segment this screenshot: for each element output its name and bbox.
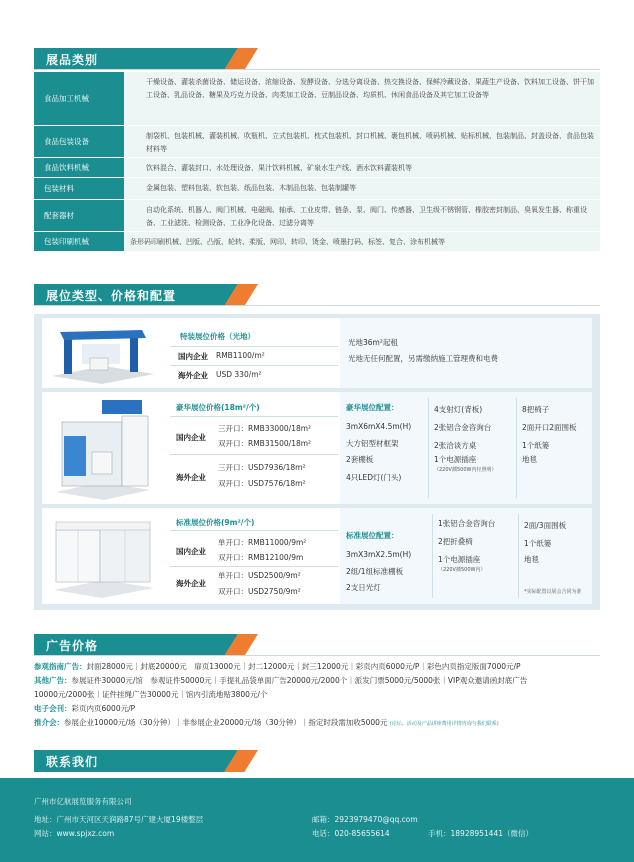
- config-item: 地毯: [522, 455, 537, 464]
- section-divider: [34, 655, 600, 656]
- config-item: 2组/1组标准棚板: [346, 567, 404, 576]
- standard-title: 标准展位价格(9m²/个): [176, 518, 255, 527]
- category-row: [34, 126, 600, 158]
- config-item: 地毯: [524, 555, 539, 564]
- config-note: （220V插500W内径照明）: [434, 467, 497, 473]
- category-items: 制袋机、包装机械、灌装机械、吹瓶机、立式包装机、枕式包装机、封口机械、裹包机械、喷码机械、贴标机械、包装制品、封盖设备、食品包装材料等: [124, 126, 600, 157]
- domestic-label: 国内企业: [176, 547, 206, 556]
- standard-domestic-double: 双开口：RMB12100/9m: [218, 553, 304, 562]
- category-name: 配套器材: [34, 200, 124, 231]
- config-note: （220V插500W内）: [438, 567, 486, 573]
- ad-line-promo: [34, 716, 604, 731]
- ad-label: 参观指南广告：: [34, 662, 87, 671]
- luxury-booth-block: [42, 392, 592, 504]
- contact-title: 联系我们: [46, 755, 99, 769]
- category-row: [34, 178, 600, 200]
- config-item: 1个纸篓: [522, 441, 550, 450]
- standard-domestic-single: 单开口：RMB11000/9m²: [218, 538, 307, 547]
- ad-title: 广告价格: [46, 639, 99, 653]
- ad-price-list: [34, 660, 604, 731]
- ad-section-header: [34, 634, 258, 656]
- category-items: 自动化系统、机器人、阀门机械、电磁阀、轴承、工业皮带、链条、泵、阀门、传感器、卫生级不锈钢管、橡胶密封制品、臭氧发生器、称重设备、工业滤洗、检测设备、工业净化设备、过滤分离等: [124, 200, 600, 231]
- category-table: [34, 72, 600, 252]
- ad-line-other: [34, 674, 604, 688]
- domestic-label: 国内企业: [178, 352, 208, 361]
- category-name: 食品包装设备: [34, 126, 124, 157]
- category-row: [34, 72, 600, 126]
- standard-booth-image: [42, 508, 162, 604]
- config-item: 大方铝型材框架: [346, 439, 399, 448]
- contact-section-header: [34, 750, 258, 772]
- special-note-fees: 光地无任何配置，另需缴纳施工管理费和电费: [348, 354, 498, 363]
- foreign-label: 海外企业: [176, 579, 206, 588]
- booth-section-header: [34, 284, 258, 306]
- category-name: 包装材料: [34, 178, 124, 199]
- config-item: 1个电源插座: [434, 455, 477, 464]
- config-item: 2张洽谈方桌: [434, 441, 477, 450]
- contact-footer: [0, 778, 634, 862]
- config-item: 2把折叠椅: [438, 537, 473, 546]
- standard-price-col: [170, 508, 338, 604]
- booth-title: 展位类型、价格和配置: [46, 289, 177, 303]
- config-item: 4只LED灯(门头): [346, 473, 402, 482]
- config-item: 3mX6mX4.5m(H): [346, 422, 412, 431]
- luxury-price-col: [170, 392, 338, 504]
- luxury-config-col: [340, 392, 592, 504]
- category-items: 干燥设备、灌装杀菌设备、储运设备、浓缩设备、发酵设备、分选分离设备、热交换设备、保鲜冷藏设备、果蔬生产设备、饮料加工设备、饼干加工设备、乳品设备、糖果及巧克力设备、肉类加工设备、豆制品设备、均质机、休闲食品设备及其它加工设备等: [124, 72, 600, 125]
- foreign-label: 海外企业: [178, 371, 208, 380]
- ad-content: 封面28000元｜封底20000元 扉页13000元｜封二12000元｜封三12000元｜彩页内页6000元/P｜彩色内页指定版面7000元/P: [86, 662, 521, 671]
- config-item: 1张铝合金咨询台: [438, 519, 496, 528]
- ad-label: 电子会刊：: [34, 704, 72, 713]
- luxury-booth-image: [42, 392, 162, 504]
- contact-email[interactable]: 邮箱：2923979470@qq.com: [312, 815, 418, 824]
- company-name: 广州市亿航展览服务有限公司: [34, 797, 132, 806]
- config-item: 1个纸篓: [524, 539, 552, 548]
- standard-config-title: 标准展位配置：: [346, 531, 399, 540]
- contact-phone: 电话：020-85655614: [312, 829, 390, 838]
- ad-label: 其他广告：: [34, 676, 72, 685]
- ad-line-other-cont: 10000元/2000张｜证件挂绳广告30000元｜馆内引流地贴3800元/个: [34, 690, 268, 699]
- ad-content: 彩页内页6000元/P: [71, 704, 136, 713]
- config-item: 2面开口2面围板: [522, 423, 577, 432]
- config-item: 2张铝合金咨询台: [434, 423, 492, 432]
- category-items: 饮料混合、灌装封口、水处理设备、果汁饮料机械、矿泉水生产线、酒水饮料灌装机等: [124, 158, 600, 177]
- ad-content: 参展企业10000元/场（30分钟）｜非参展企业20000元/场（30分钟）｜指定时段需加收5000元: [64, 718, 388, 727]
- domestic-label: 国内企业: [176, 433, 206, 442]
- special-note-min-area: 光地36m²起租: [348, 338, 398, 347]
- categories-title: 展品类别: [46, 53, 99, 67]
- config-disclaimer: *实际配置以展会合同为准: [524, 589, 582, 595]
- config-item: 2面/3面围板: [524, 521, 567, 530]
- luxury-config-title: 豪华展位配置：: [346, 403, 399, 412]
- ad-content: 参展证件30000元/馆 参观证件50000元｜手提礼品袋单面广告20000元/2000个｜派发门票5000元/5000张｜VIP观众邀请函封底广告: [71, 676, 528, 685]
- standard-foreign-double: 双开口：USD2750/9m²: [218, 587, 301, 596]
- domestic-price: RMB1100/m²: [216, 351, 265, 360]
- standard-booth-block: [42, 508, 592, 604]
- config-item: 1个电源插座: [438, 555, 481, 564]
- ad-line-ebook: [34, 702, 604, 716]
- config-item: 2支日光灯: [346, 583, 381, 592]
- standard-config-col: [340, 508, 592, 604]
- luxury-domestic-two: 双开口：RMB31500/18m²: [218, 439, 312, 448]
- category-name: 食品饮料机械: [34, 158, 124, 177]
- special-booth-image: [42, 318, 162, 388]
- foreign-label: 海外企业: [176, 473, 206, 482]
- luxury-domestic-three: 三开口：RMB33000/18m²: [218, 424, 312, 433]
- ad-line-guide: [34, 660, 604, 674]
- luxury-title: 豪华展位价格(18m²/个): [176, 403, 260, 412]
- category-row: [34, 232, 600, 252]
- config-item: 8把椅子: [522, 405, 550, 414]
- contact-mobile: 手机：18928951441（微信）: [428, 829, 533, 838]
- section-divider: [34, 305, 600, 306]
- category-name: 食品加工机械: [34, 72, 124, 125]
- special-booth-block: [42, 318, 592, 388]
- section-divider: [34, 69, 600, 70]
- special-notes-col: [340, 318, 592, 388]
- categories-section-header: [34, 48, 258, 70]
- config-item: 2套棚板: [346, 455, 374, 464]
- special-price-col: [170, 318, 338, 388]
- category-row: [34, 158, 600, 178]
- luxury-foreign-two: 双开口：USD7576/18m²: [218, 479, 306, 488]
- foreign-price: USD 330/m²: [216, 370, 262, 379]
- category-name: 包装印刷机械: [34, 232, 124, 251]
- category-items: 金属包装、塑料包装、软包装、纸品包装、木制品包装、包装制罐等: [124, 178, 600, 199]
- category-items: 条形码印刷机械、凹版、凸版、轮转、柔版、网印、转印、烫金、喷墨打码、标签、复合、涂布机械等: [124, 232, 600, 251]
- ad-note: (论坛、活动及产品讲座费用详情咨询与我们联系): [389, 721, 499, 727]
- booth-panel: [34, 314, 600, 610]
- luxury-foreign-three: 三开口：USD7936/18m²: [218, 463, 306, 472]
- company-website[interactable]: 网站：www.spjxz.com: [34, 829, 115, 838]
- standard-foreign-single: 单开口：USD2500/9m²: [218, 571, 301, 580]
- company-address: 地址：广州市天河区天润路87号广建大厦19楼整层: [34, 815, 204, 824]
- ad-label: 推介会：: [34, 718, 64, 727]
- config-item: 3mX3mX2.5m(H): [346, 550, 412, 559]
- special-title: 特装展位价格（光地）: [180, 332, 255, 341]
- config-item: 4支射灯(背板): [434, 405, 483, 414]
- category-row: [34, 200, 600, 232]
